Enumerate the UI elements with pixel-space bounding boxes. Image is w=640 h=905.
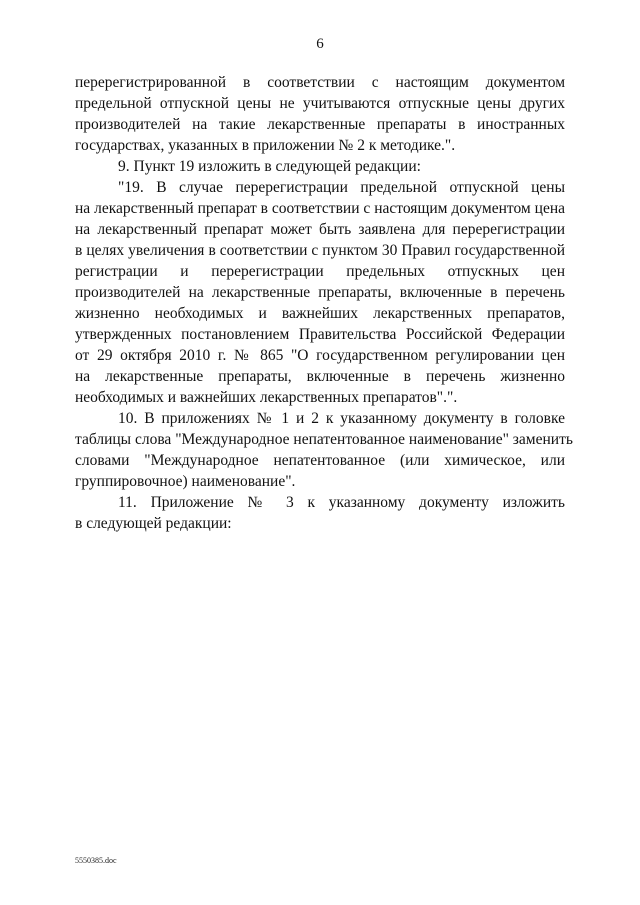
text-line: перерегистрированной в соответствии с настоящим документом [75, 74, 565, 91]
text-line: необходимых и важнейших лекарственных препаратов".". [75, 389, 458, 406]
text-line: в целях увеличения в соответствии с пунктом 30 Правил государственной [75, 242, 565, 259]
text-line: словами "Международное непатентованное (или химическое, или [75, 452, 565, 469]
text-line: в следующей редакции: [75, 515, 232, 532]
text-line: на лекарственный препарат может быть заявлена для перерегистрации [75, 221, 565, 238]
text-line: жизненно необходимых и важнейших лекарственных препаратов, [75, 305, 565, 322]
text-line: "19. В случае перерегистрации предельной отпускной цены [118, 179, 565, 196]
text-line: на лекарственный препарат в соответствии с настоящим документом цена [75, 200, 565, 217]
text-line: предельной отпускной цены не учитываются отпускные цены других [75, 95, 565, 112]
page-number: 6 [316, 36, 324, 52]
document-body [75, 72, 573, 534]
text-line: производителей на такие лекарственные препараты в иностранных [75, 116, 565, 133]
text-line: 11. Приложение № 3 к указанному документу изложить [118, 494, 565, 511]
text-line: 9. Пункт 19 изложить в следующей редакции: [118, 158, 421, 175]
footer-filename: 5550385.doc [75, 856, 117, 865]
text-line: 10. В приложениях № 1 и 2 к указанному документу в головке [118, 410, 565, 427]
text-line: таблицы слова "Международное непатентованное наименование" заменить [75, 431, 573, 448]
text-line: на лекарственные препараты, включенные в перечень жизненно [75, 368, 565, 385]
text-line: группировочное) наименование". [75, 473, 296, 490]
text-line: от 29 октября 2010 г. № 865 "О государственном регулировании цен [75, 347, 565, 364]
text-line: производителей на лекарственные препараты, включенные в перечень [75, 284, 565, 301]
text-line: регистрации и перерегистрации предельных отпускных цен [75, 263, 565, 280]
text-line: утвержденных постановлением Правительства Российской Федерации [75, 326, 565, 343]
text-line: государствах, указанных в приложении № 2 к методике.". [75, 137, 456, 154]
